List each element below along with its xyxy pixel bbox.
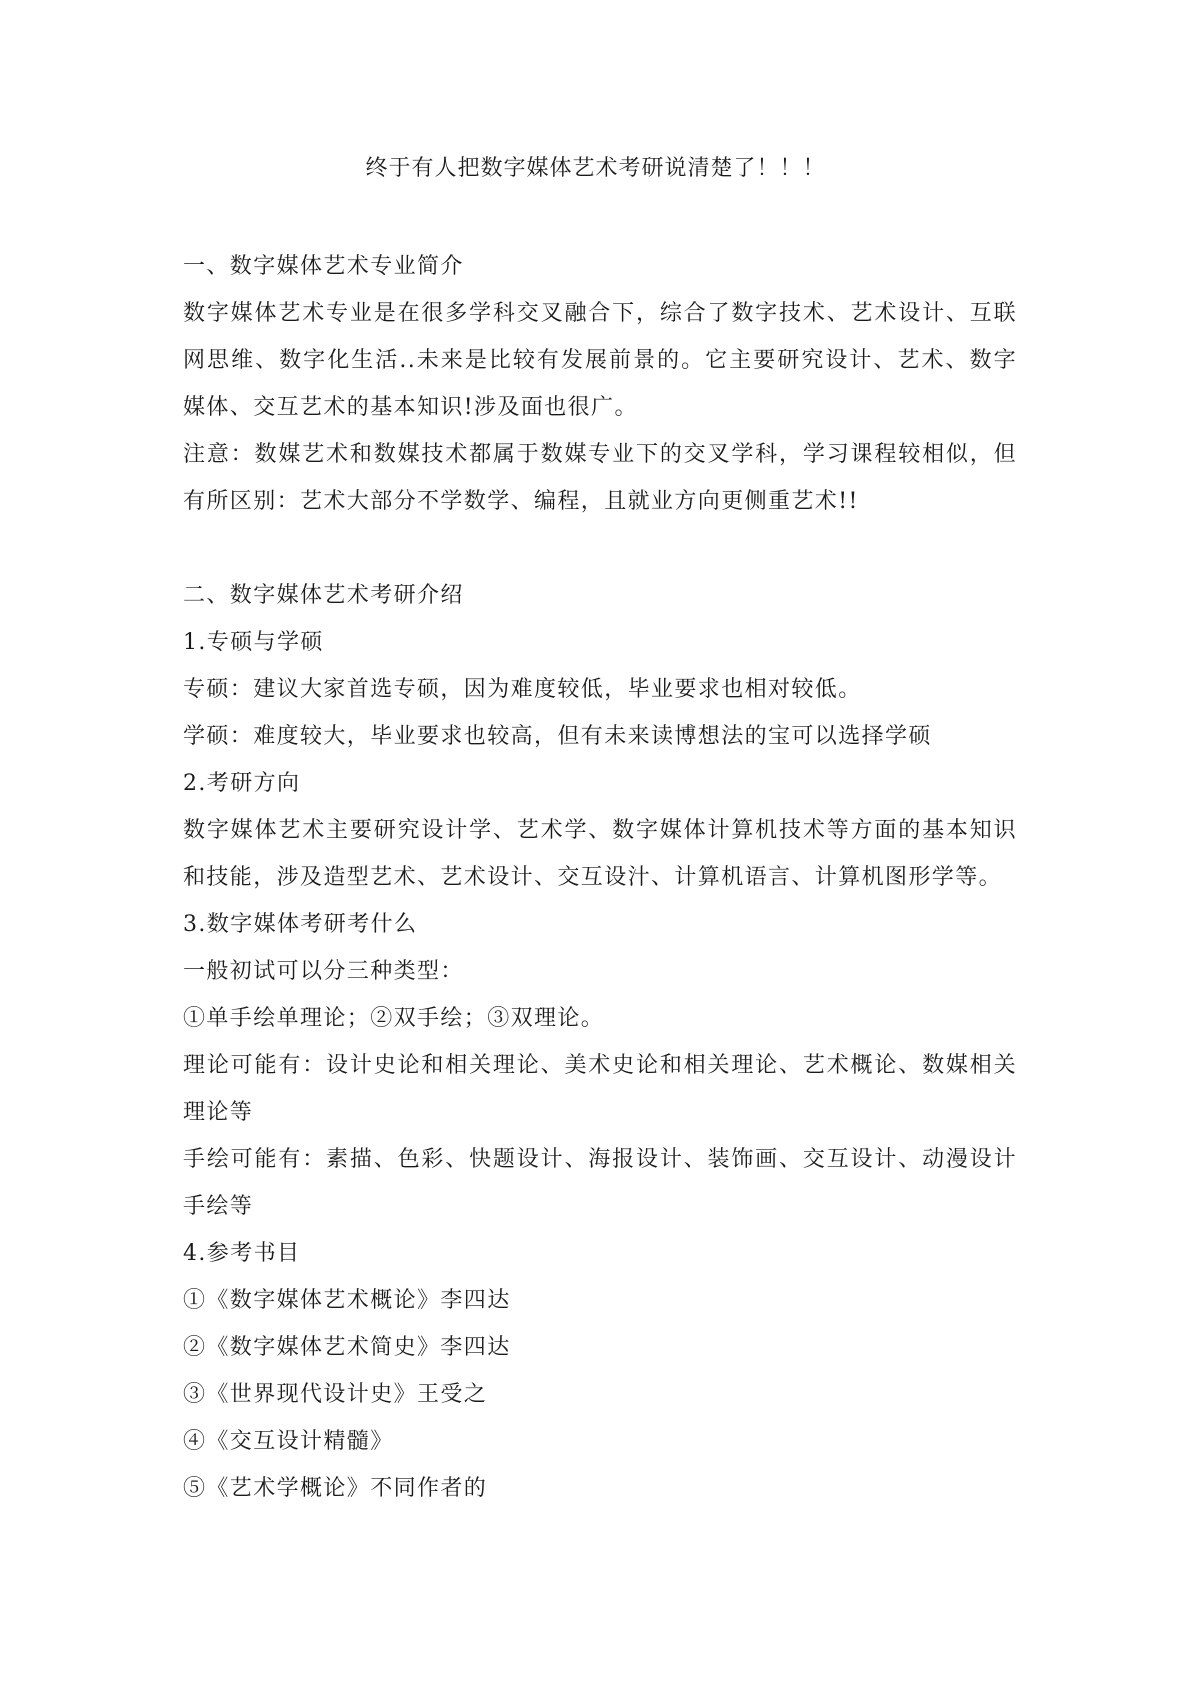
sub1-heading: 1.专硕与学硕 bbox=[183, 630, 324, 655]
section1-note: 注意：数媒艺术和数媒技术都属于数媒专业下的交叉学科，学习课程较相似，但有所区别：艺术大部分不学数学、编程，且就业方向更侧重艺术!! bbox=[183, 442, 1017, 514]
research-direction-text: 数字媒体艺术主要研究设计学、艺术学、数字媒体计算机技术等方面的基本知识和技能，涉及造型艺术、艺术设计、交互设汁、计算机语言、计算机图形学等。 bbox=[183, 818, 1017, 890]
section1-intro: 数字媒体艺术专业是在很多学科交叉融合下，综合了数字技术、艺术设计、互联网思维、数字化生活..未来是比较有发展前景的。它主要研究设计、艺术、数字媒体、交互艺术的基本知识!涉及面也很广。 bbox=[183, 301, 1017, 420]
sub4-heading: 4.参考书目 bbox=[183, 1241, 301, 1266]
section1-heading: 一、数字媒体艺术专业简介 bbox=[183, 254, 464, 279]
document-body bbox=[183, 243, 1017, 1512]
book-item: ④《交互设计精髓》 bbox=[183, 1429, 394, 1454]
section2-heading: 二、数字媒体艺术考研介绍 bbox=[183, 583, 464, 608]
exam-types: ①单手绘单理论；②双手绘；③双理论。 bbox=[183, 1006, 605, 1031]
document-title: 终于有人把数字媒体艺术考研说清楚了！！！ bbox=[365, 156, 826, 181]
sub3-heading: 3.数字媒体考研考什么 bbox=[183, 912, 418, 937]
book-item: ⑤《艺术学概论》不同作者的 bbox=[183, 1476, 488, 1501]
academic-degree-text: 学硕：难度较大，毕业要求也较高，但有未来读博想法的宝可以选择学硕 bbox=[183, 724, 932, 749]
sub2-heading: 2.考研方向 bbox=[183, 771, 301, 796]
professional-degree-text: 专硕：建议大家首选专硕，因为难度较低，毕业要求也相对较低。 bbox=[183, 677, 862, 702]
book-item: ③《世界现代设计史》王受之 bbox=[183, 1382, 488, 1407]
theory-subjects: 理论可能有：设计史论和相关理论、美术史论和相关理论、艺术概论、数媒相关理论等 bbox=[183, 1053, 1017, 1125]
exam-types-intro: 一般初试可以分三种类型： bbox=[183, 959, 464, 984]
drawing-subjects: 手绘可能有：素描、色彩、快题设计、海报设计、装饰画、交互设计、动漫设计手绘等 bbox=[183, 1147, 1017, 1219]
paragraph-gap bbox=[183, 525, 1017, 572]
book-item: ②《数字媒体艺术简史》李四达 bbox=[183, 1335, 511, 1360]
book-item: ①《数字媒体艺术概论》李四达 bbox=[183, 1288, 511, 1313]
